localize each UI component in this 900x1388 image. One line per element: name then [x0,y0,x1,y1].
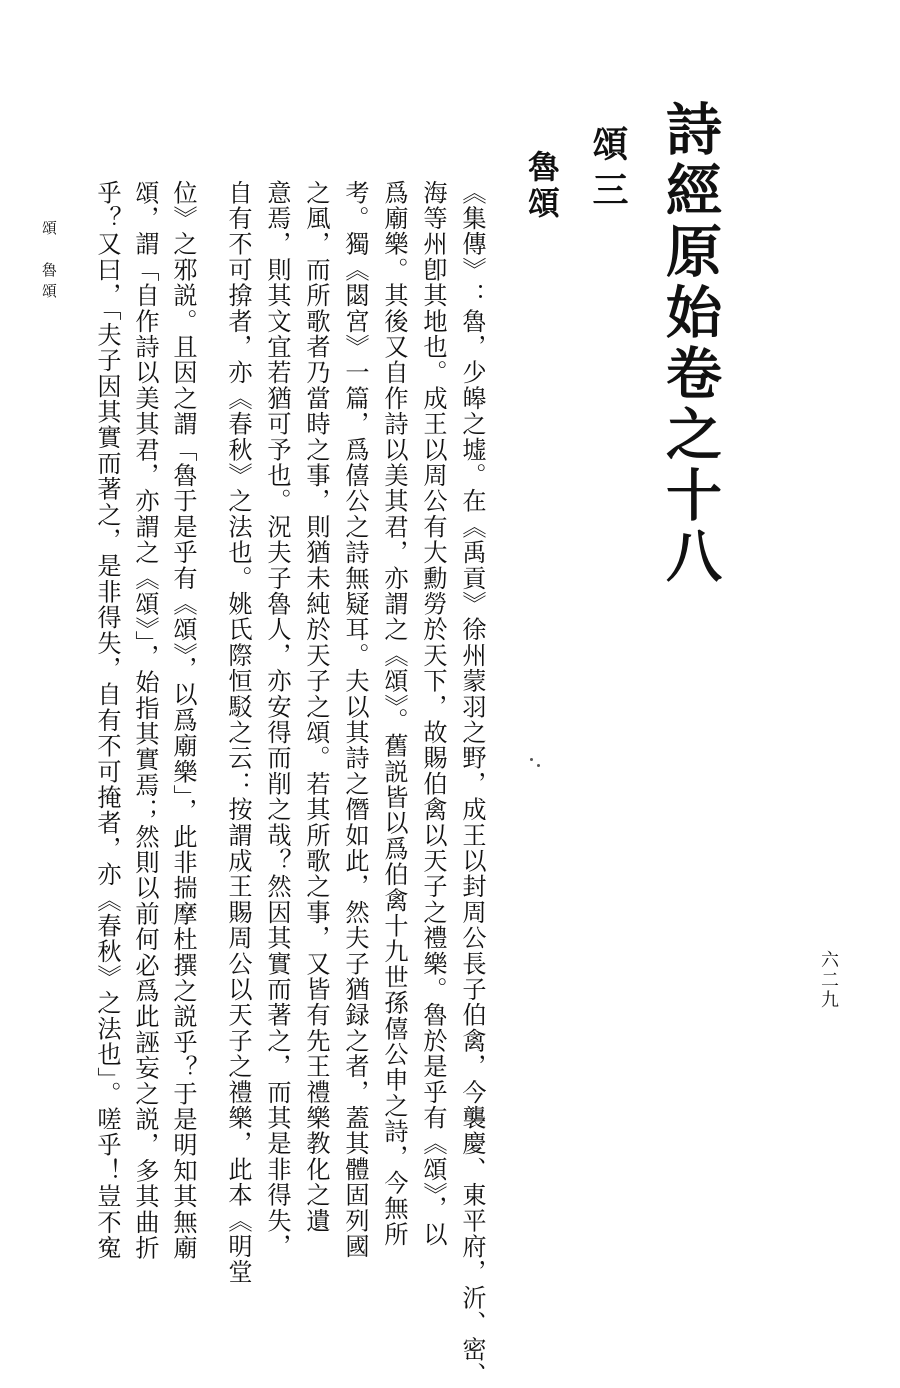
body-column: 海等州卽其地也。成王以周公有大勳勞於天下，故賜伯禽以天子之禮樂。魯於是乎有《頌》，以 [419,180,447,1248]
ink-speck [537,764,540,767]
body-column: 自有不可揜者，亦《春秋》之法也。姚氏際恒駁之云：按謂成王賜周公以天子之禮樂，此本《明堂 [224,180,252,1286]
body-column: 《集傳》：魯，少皞之墟。在《禹貢》徐州蒙羽之野，成王以封周公長子伯禽，今襲慶、東平府，沂、密、 [458,180,486,1388]
body-column: 意焉，則其文宜若猶可予也。況夫子魯人，亦安得而削之哉？然因其實而著之，而其是非得失， [263,180,291,1260]
section-heading: 頌三 [587,125,629,217]
body-column: 之風，而所歌者乃當時之事，則猶未純於天子之頌。若其所歌之事，又皆有先王禮樂教化之遺 [302,180,330,1234]
subsection-heading: 魯頌 [523,150,561,222]
body-column: 爲廟樂。其後又自作詩以美其君，亦謂之《頌》。舊説皆以爲伯禽十九世孫僖公申之詩，今無所 [380,180,408,1248]
book-title: 詩經原始卷之十八 [657,100,723,588]
ink-speck [530,758,533,761]
body-column: 位》之邪説。且因之謂「魯于是乎有《頌》，以爲廟樂」，此非揣摩杜撰之説乎？于是明知其無廟 [169,180,197,1261]
body-column: 乎？又曰，「夫子因其實而著之，是非得失，自有不可掩者，亦《春秋》之法也」。嗟乎！豈不寃 [93,180,121,1261]
body-column: 考。獨《閟宮》一篇，爲僖公之詩無疑耳。夫以其詩之僭如此，然夫子猶録之者，蓋其體固列國 [341,180,369,1260]
page-number: 六二九 [818,950,839,1010]
running-head: 頌 魯頌 [40,220,58,304]
body-column: 頌，謂「自作詩以美其君，亦謂之《頌》」，始指其實焉；然則以前何必爲此誣妄之説，多其曲折 [131,180,159,1261]
